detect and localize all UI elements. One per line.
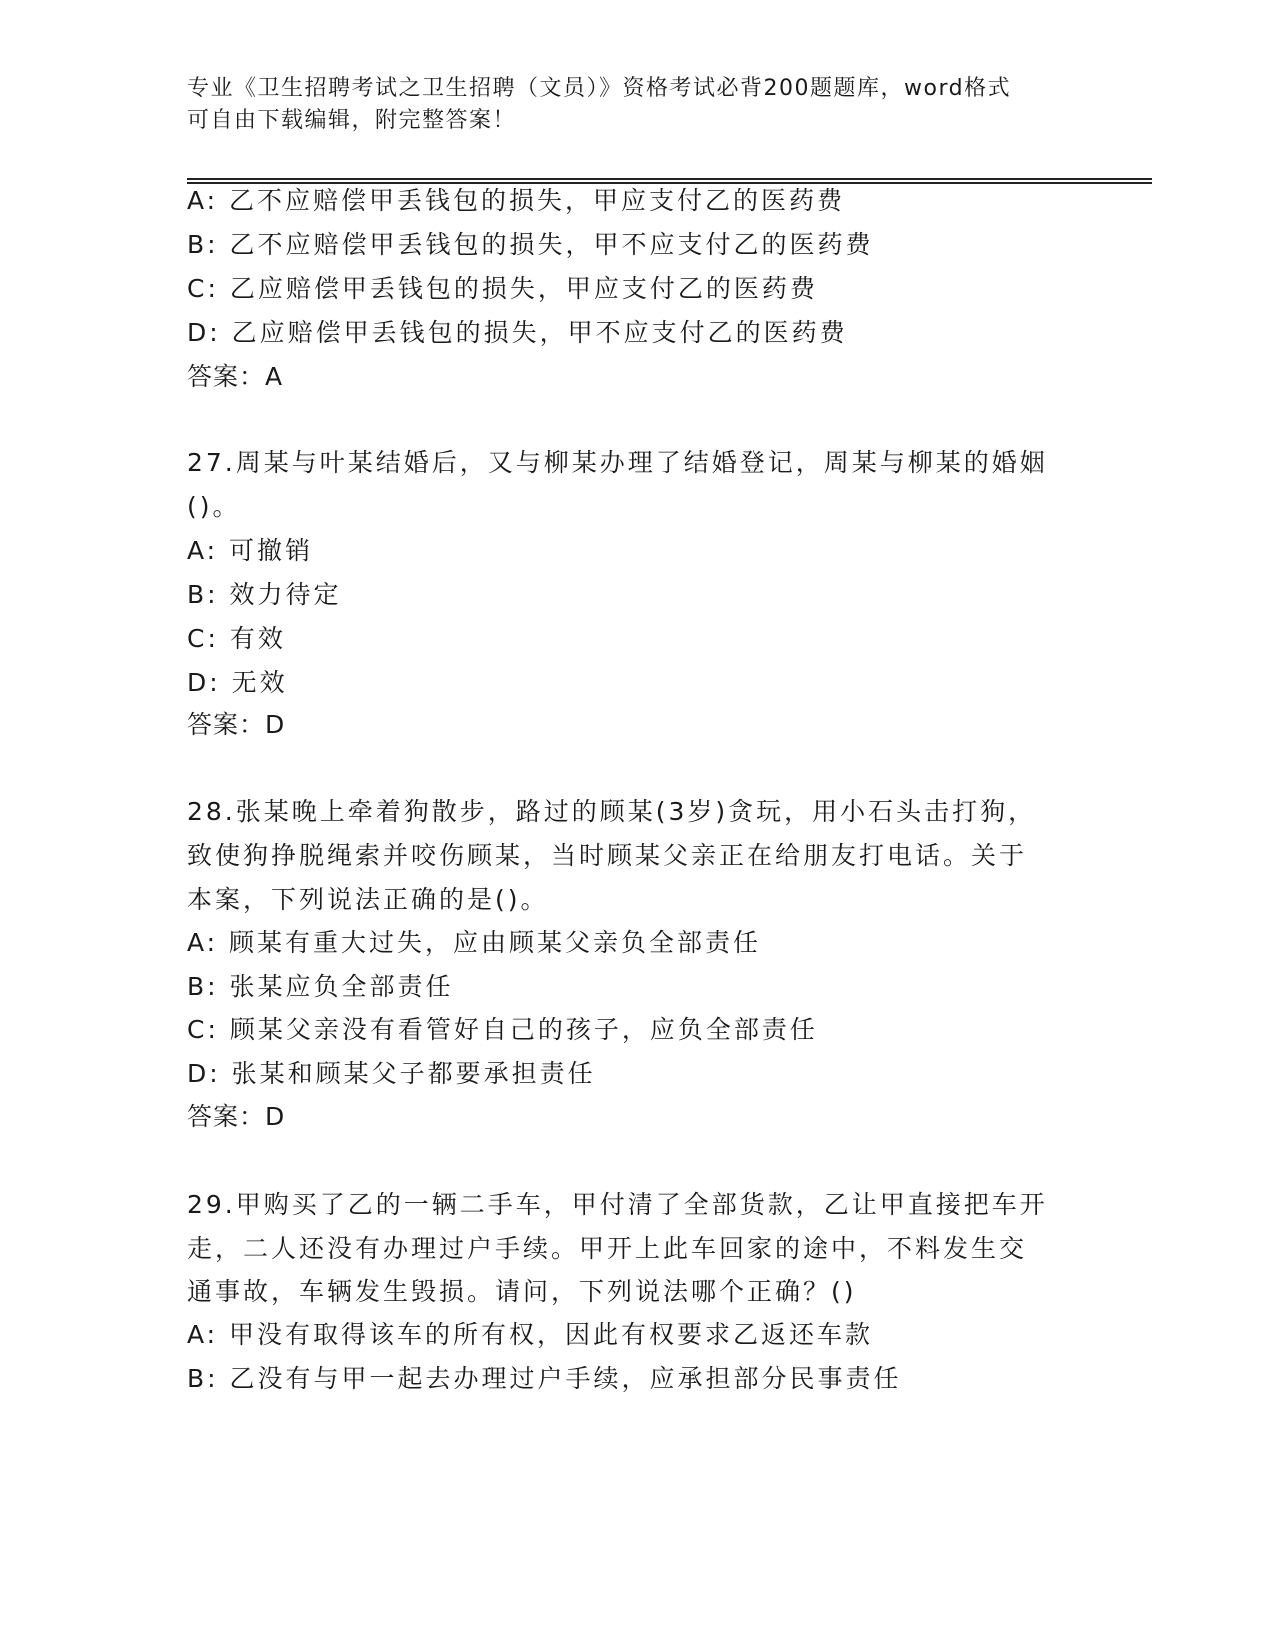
q28-option-a: A: 顾某有重大过失，应由顾某父亲负全部责任 [187,928,762,957]
header-rule-top [187,178,1152,180]
q29-option-b: B: 乙没有与甲一起去办理过户手续，应承担部分民事责任 [187,1364,902,1393]
q26-option-a: A: 乙不应赔偿甲丢钱包的损失，甲应支付乙的医药费 [187,186,846,215]
q27-stem-line-1: 27.周某与叶某结婚后，又与柳某办理了结婚登记，周某与柳某的婚姻 [187,448,1048,477]
q26-option-b: B: 乙不应赔偿甲丢钱包的损失，甲不应支付乙的医药费 [187,230,874,259]
q26-answer: 答案：A [187,362,284,391]
document-header [187,73,1077,137]
q29-stem-line-2: 走，二人还没有办理过户手续。甲开上此车回家的途中，不料发生交 [187,1234,1028,1263]
header-rule-bottom [187,182,1152,184]
q29-stem-line-3: 通事故，车辆发生毁损。请问，下列说法哪个正确？() [187,1277,857,1306]
header-line-1: 专业《卫生招聘考试之卫生招聘（文员）》资格考试必背200题题库，word格式 [187,76,1012,101]
q28-option-b: B: 张某应负全部责任 [187,972,454,1001]
q27-option-b: B: 效力待定 [187,580,342,609]
q28-option-d: D: 张某和顾某父子都要承担责任 [187,1059,596,1088]
q28-stem-line-2: 致使狗挣脱绳索并咬伤顾某，当时顾某父亲正在给朋友打电话。关于 [187,841,1028,870]
q28-stem-line-3: 本案，下列说法正确的是()。 [187,885,549,914]
q29-option-a: A: 甲没有取得该车的所有权，因此有权要求乙返还车款 [187,1320,874,1349]
q29-stem-line-1: 29.甲购买了乙的一辆二手车，甲付清了全部货款，乙让甲直接把车开 [187,1190,1048,1219]
header-line-2: 可自由下载编辑，附完整答案！ [187,108,517,133]
q27-option-c: C: 有效 [187,624,286,653]
q28-option-c: C: 顾某父亲没有看管好自己的孩子，应负全部责任 [187,1015,818,1044]
q26-option-c: C: 乙应赔偿甲丢钱包的损失，甲应支付乙的医药费 [187,274,818,303]
q26-option-d: D: 乙应赔偿甲丢钱包的损失，甲不应支付乙的医药费 [187,318,848,347]
q28-stem-line-1: 28.张某晚上牵着狗散步，路过的顾某(3岁)贪玩，用小石头击打狗， [187,797,1037,826]
q27-option-d: D: 无效 [187,668,288,697]
q27-answer: 答案：D [187,710,286,739]
q28-answer: 答案：D [187,1102,286,1131]
q27-option-a: A: 可撤销 [187,536,314,565]
q27-stem-line-2: ()。 [187,492,241,521]
